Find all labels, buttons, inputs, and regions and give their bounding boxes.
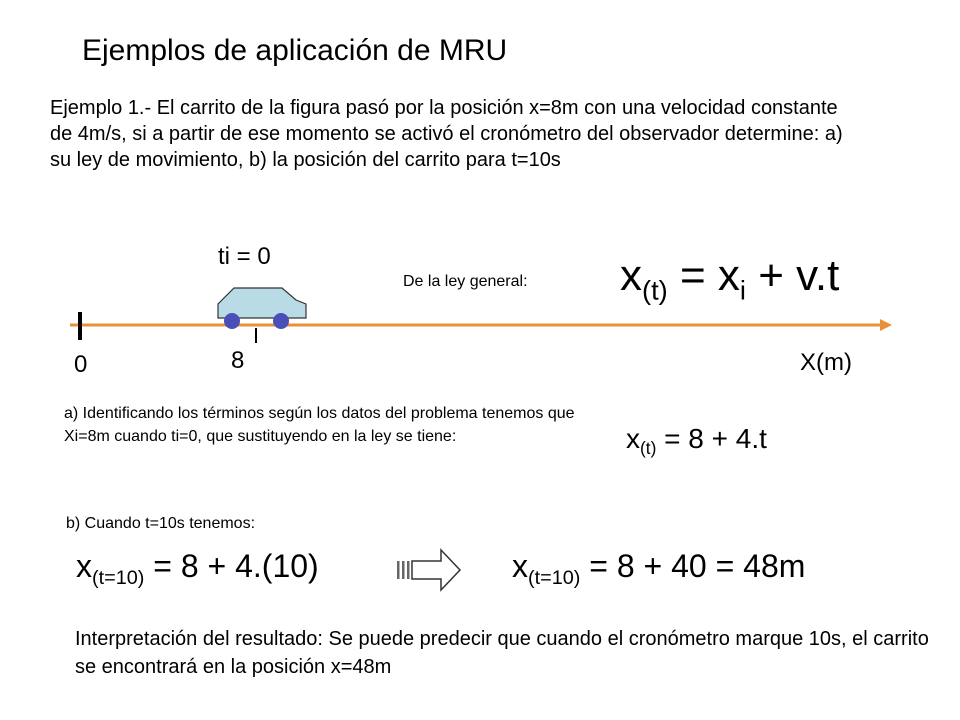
initial-time-label: ti = 0 [218, 243, 271, 270]
implies-arrow-icon [397, 550, 460, 590]
car-front-wheel [273, 313, 289, 329]
position-axis-arrowhead [880, 319, 892, 331]
origin-label: 0 [74, 351, 88, 378]
part-b-text: b) Cuando t=10s tenemos: [66, 515, 256, 532]
axis-label: X(m) [800, 349, 852, 376]
slide-title: Ejemplos de aplicación de MRU [82, 34, 508, 67]
interpretation-text: Interpretación del resultado: Se puede predecir que cuando el cronómetro marque 10s, el carrito se encontrará en la posición x=48m [75, 628, 929, 678]
part-a-text: a) Identificando los términos según los datos del problema tenemos que Xi=8m cuando ti=0, que sustituyendo en la ley se tiene: [64, 405, 575, 445]
result-formula: $x_{(t=10)} = 8 + 40 = 48m$ [512, 548, 806, 589]
substitution-formula: $x_{(t=10)} = 8 + 4.(10)$ [76, 548, 319, 589]
car-rear-wheel [224, 313, 240, 329]
motion-law-formula: $x_{(t)} = 8 + 4.t$ [626, 423, 767, 459]
general-law-formula: $x_{(t)} = x_i + v.t$ [620, 251, 840, 306]
car-icon [218, 288, 306, 329]
general-law-label: De la ley general: [403, 273, 528, 290]
problem-statement: Ejemplo 1.- El carrito de la figura pasó por la posición x=8m con una velocidad constante de 4m/s, si a partir de ese momento se activó el cronómetro del observador determine: a) su ley de movimiento, b) la posición del carrito para t=10s [50, 97, 843, 171]
position-8-label: 8 [231, 347, 245, 374]
